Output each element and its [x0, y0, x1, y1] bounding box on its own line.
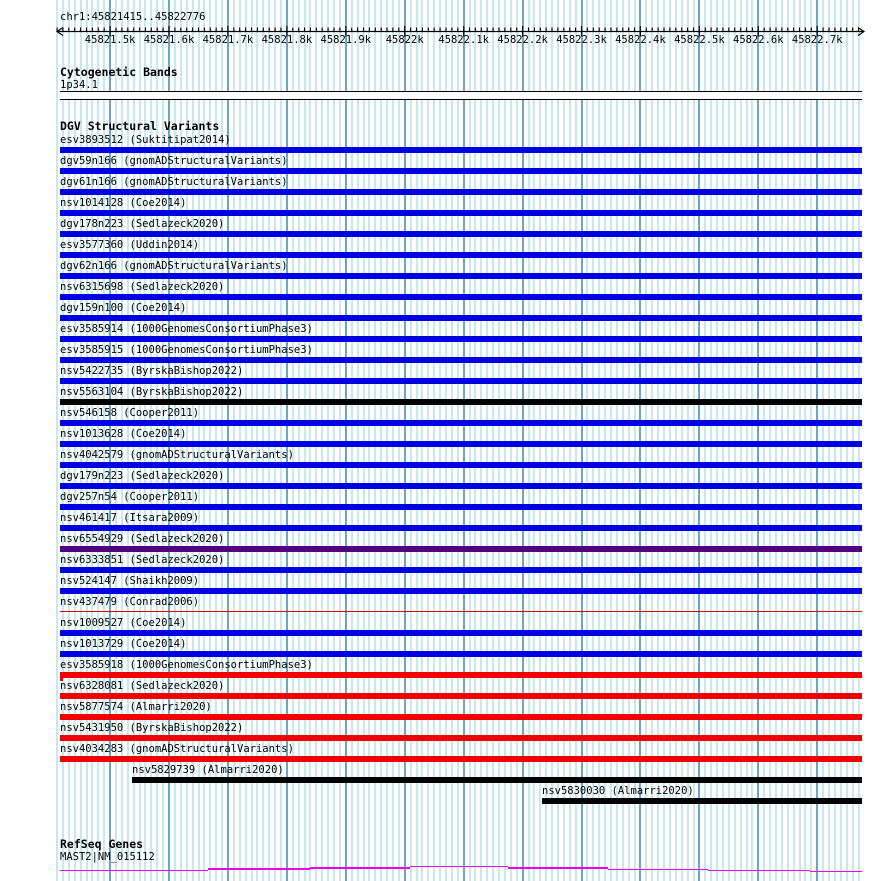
variant-label: nsv6554929 (Sedlazeck2020): [60, 533, 225, 545]
ruler-tick-label: 45821.9k: [320, 34, 372, 46]
variant-label: nsv5877574 (Almarri2020): [60, 701, 212, 713]
variant-row: [0, 785, 890, 806]
variant-label: nsv5422735 (ByrskaBishop2022): [60, 365, 244, 377]
variant-bar[interactable]: [60, 735, 862, 741]
cytoband-name: 1p34.1: [60, 79, 98, 91]
variant-label: nsv461417 (Itsara2009): [60, 512, 200, 524]
variant-bar[interactable]: [60, 651, 862, 657]
variant-bar[interactable]: [60, 147, 862, 153]
variant-bar[interactable]: [60, 588, 862, 594]
ruler-tick-label: 45821.6k: [143, 34, 195, 46]
cytoband-bar[interactable]: [60, 91, 862, 100]
variant-label: nsv1013729 (Coe2014): [60, 638, 187, 650]
variant-row: [0, 239, 890, 260]
refseq-heading: RefSeq Genes: [60, 837, 144, 851]
variant-bar[interactable]: [60, 420, 862, 426]
ruler-tick-label: 45822.6k: [733, 34, 784, 46]
variant-label: nsv1013628 (Coe2014): [60, 428, 187, 440]
variant-bar[interactable]: [60, 441, 862, 447]
variant-bar[interactable]: [542, 798, 862, 804]
variant-bar[interactable]: [60, 357, 862, 363]
variant-label: dgv257n54 (Cooper2011): [60, 491, 200, 503]
variant-label: esv3585915 (1000GenomesConsortiumPhase3): [60, 344, 313, 356]
gene-segment[interactable]: [708, 870, 810, 872]
variant-label: nsv4034283 (gnomADStructuralVariants): [60, 743, 294, 755]
variant-row: [0, 428, 890, 449]
region-title: chr1:45821415..45822776: [60, 11, 206, 23]
gene-segment[interactable]: [310, 867, 410, 869]
variant-row: [0, 596, 890, 617]
variant-label: dgv178n223 (Sedlazeck2020): [60, 218, 225, 230]
variant-label: nsv6333851 (Sedlazeck2020): [60, 554, 225, 566]
variant-label: dgv62n166 (gnomADStructuralVariants): [60, 260, 288, 272]
variant-row: [0, 134, 890, 155]
variant-label: esv3893512 (Suktitipat2014): [60, 134, 231, 146]
variant-bar[interactable]: [60, 483, 862, 489]
variant-bar[interactable]: [60, 693, 862, 699]
variant-label: esv3585914 (1000GenomesConsortiumPhase3): [60, 323, 313, 335]
variant-row: [0, 344, 890, 365]
variant-row: [0, 512, 890, 533]
variant-row: [0, 281, 890, 302]
variant-label: nsv5563104 (ByrskaBishop2022): [60, 386, 244, 398]
variant-row: [0, 470, 890, 491]
variant-row: [0, 617, 890, 638]
variant-label: nsv5431950 (ByrskaBishop2022): [60, 722, 244, 734]
variant-bar[interactable]: [60, 672, 862, 678]
ruler-tick-label: 45821.7k: [202, 34, 254, 46]
variant-row: [0, 533, 890, 554]
ruler-tick-label: 45822.1k: [438, 34, 489, 46]
variant-bar[interactable]: [60, 567, 862, 573]
gene-segment[interactable]: [608, 869, 708, 871]
variant-bar[interactable]: [60, 315, 862, 321]
ruler-tick-label: 45821.5k: [84, 34, 136, 46]
variant-bar[interactable]: [60, 168, 862, 174]
gene-name: MAST2|NM_015112: [60, 851, 155, 863]
variant-label: esv3585918 (1000GenomesConsortiumPhase3): [60, 659, 313, 671]
variant-bar[interactable]: [60, 273, 862, 279]
variant-label: nsv1009527 (Coe2014): [60, 617, 187, 629]
ruler-tick-label: 45822.4k: [615, 34, 666, 46]
variant-bar[interactable]: [60, 504, 862, 510]
variant-row: [0, 764, 890, 785]
variant-label: nsv524147 (Shaikh2009): [60, 575, 200, 587]
variant-row: [0, 680, 890, 701]
ruler-tick-label: 45822.2k: [497, 34, 548, 46]
variant-label: nsv5830030 (Almarri2020): [542, 785, 694, 797]
variant-label: dgv159n100 (Coe2014): [60, 302, 187, 314]
variant-label: esv3577360 (Uddin2014): [60, 239, 200, 251]
ruler-tick-label: 45822.7k: [791, 34, 843, 46]
variant-bar[interactable]: [60, 210, 862, 216]
variant-label: dgv61n166 (gnomADStructuralVariants): [60, 176, 288, 188]
variant-bar[interactable]: [60, 189, 862, 195]
ruler-tick-label: 45822.5k: [674, 34, 725, 46]
variant-bar[interactable]: [60, 756, 862, 762]
variant-row: [0, 407, 890, 428]
variant-row: [0, 176, 890, 197]
variant-row: [0, 197, 890, 218]
variant-bar[interactable]: [60, 231, 862, 237]
variant-bar[interactable]: [60, 630, 862, 636]
variant-label: nsv4042579 (gnomADStructuralVariants): [60, 449, 294, 461]
ruler-tick-label: 45821.8k: [261, 34, 313, 46]
variant-bar[interactable]: [60, 252, 862, 258]
gene-segment[interactable]: [410, 866, 508, 868]
variant-row: [0, 638, 890, 659]
variant-bar[interactable]: [60, 378, 862, 384]
gene-segment[interactable]: [508, 867, 608, 869]
variant-row: [0, 575, 890, 596]
variant-label: nsv437479 (Conrad2006): [60, 596, 200, 608]
cytobands-heading: Cytogenetic Bands: [60, 65, 178, 79]
ruler-tick-label: 45822k: [385, 34, 424, 46]
variant-bar[interactable]: [132, 777, 862, 783]
gene-segment[interactable]: [60, 870, 208, 872]
variant-row: [0, 365, 890, 386]
variant-label: dgv179n223 (Sedlazeck2020): [60, 470, 225, 482]
variant-row: [0, 155, 890, 176]
variant-bar[interactable]: [60, 611, 862, 613]
variant-row: [0, 701, 890, 722]
variant-row: [0, 323, 890, 344]
gene-segment[interactable]: [208, 868, 310, 870]
variant-bar[interactable]: [60, 336, 862, 342]
variant-row: [0, 659, 890, 680]
variant-row: [0, 302, 890, 323]
gene-segment[interactable]: [810, 871, 862, 873]
variant-row: [0, 449, 890, 470]
variant-row: [0, 386, 890, 407]
variant-row: [0, 743, 890, 764]
variant-label: dgv59n166 (gnomADStructuralVariants): [60, 155, 288, 167]
variant-row: [0, 554, 890, 575]
variant-label: nsv1014128 (Coe2014): [60, 197, 187, 209]
variant-label: nsv6328081 (Sedlazeck2020): [60, 680, 225, 692]
variant-label: nsv5829739 (Almarri2020): [132, 764, 284, 776]
variant-label: nsv6315698 (Sedlazeck2020): [60, 281, 225, 293]
variant-bar[interactable]: [60, 546, 862, 552]
variant-bar[interactable]: [60, 462, 862, 468]
variant-row: [0, 218, 890, 239]
variant-bar[interactable]: [60, 714, 862, 720]
variant-bar[interactable]: [60, 525, 862, 531]
variant-row: [0, 722, 890, 743]
variant-bar[interactable]: [60, 294, 862, 300]
ruler-tick-label: 45822.3k: [556, 34, 607, 46]
variant-row: [0, 491, 890, 512]
variant-row: [0, 260, 890, 281]
variant-bar[interactable]: [60, 399, 862, 405]
dgv-heading: DGV Structural Variants: [60, 119, 220, 133]
variant-label: nsv546158 (Cooper2011): [60, 407, 200, 419]
